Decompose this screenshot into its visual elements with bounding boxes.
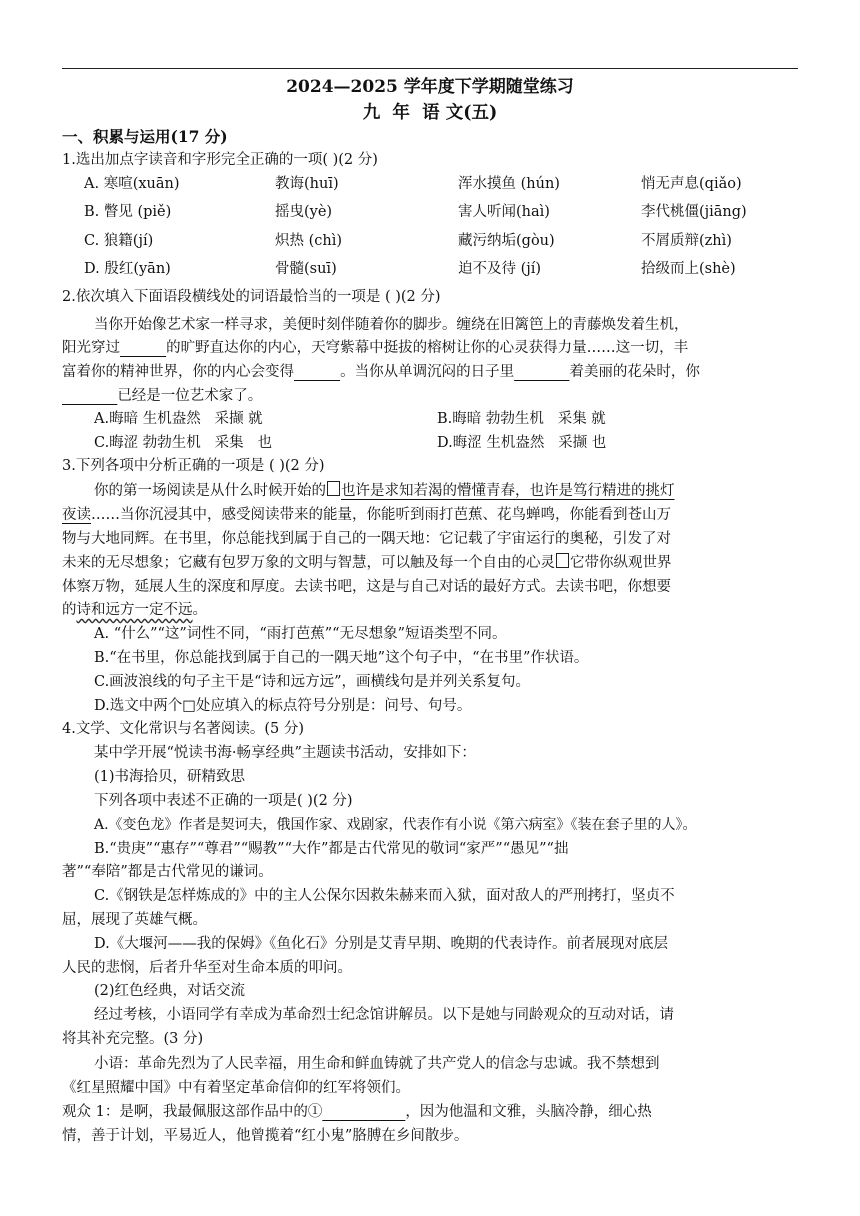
q2-text: 已经是一位艺术家了。	[117, 388, 263, 404]
q2-passage-line	[62, 386, 262, 406]
q2-text: 阳光穿过	[62, 340, 120, 356]
q3-text: 。	[192, 602, 207, 618]
q4-dialog-audience	[62, 1102, 652, 1122]
q3-passage-line	[62, 553, 672, 573]
q1-option-c-2: 炽热 (chì)	[275, 233, 343, 249]
q3-text: ……当你沉浸其中，感受阅读带来的能量，你能听到雨打芭蕉、花鸟蝉鸣，你能看到苍山万	[91, 507, 671, 523]
q4-sub2-intro: 经过考核，小语同学有幸成为革命烈士纪念馆讲解员。以下是她与同龄观众的互动对话，请	[94, 1007, 674, 1023]
page-title: 2024—2025 学年度下学期随堂练习	[286, 77, 574, 97]
q3-passage-line: 物与大地同辉。在书里，你总能找到属于自己的一隅天地：它记载了宇宙运行的奥秘，引发了对	[62, 531, 671, 547]
q1-option-b-4: 李代桃僵(jiāng)	[641, 204, 747, 220]
q1-option-c-4: 不屑质辩(zhì)	[641, 233, 732, 249]
q4-option-a: A.《变色龙》作者是契诃夫，俄国作家、戏剧家，代表作有小说《第六病室》《装在套子里的人》。	[94, 817, 697, 833]
q1-option-c-1: C. 狼籍(jí)	[84, 233, 154, 249]
q1-option-c-3: 藏污纳垢(gòu)	[458, 233, 555, 249]
q4-answer-blank-1[interactable]	[322, 1104, 405, 1120]
q3-stem: 3.下列各项中分析正确的一项是 ( )(2 分)	[62, 458, 325, 474]
q1-option-d-1: D. 殷红(yān)	[84, 261, 171, 277]
q4-text: 观众 1：是啊，我最佩服这部作品中的①	[62, 1104, 323, 1120]
q3-blank-box	[556, 553, 569, 568]
q2-blank-1	[120, 340, 166, 356]
q3-underlined-sentence: 夜读	[62, 507, 91, 523]
top-rule	[62, 68, 798, 69]
q1-option-b-1: B. 瞥见 (piě)	[84, 204, 172, 220]
q4-option-b-cont: 著”“奉陪”都是古代常见的谦词。	[62, 864, 273, 880]
q2-passage-line	[62, 338, 688, 358]
q1-option-b-2: 摇曳(yè)	[275, 204, 333, 220]
q4-dialog-xiaoyu-cont: 《红星照耀中国》中有着坚定革命信仰的红军将领们。	[62, 1080, 410, 1096]
q3-wavy-sentence: 诗和远方一定不远	[76, 602, 193, 618]
q2-blank-4	[62, 388, 117, 404]
q1-option-a-2: 教诲(huī)	[275, 176, 339, 192]
page-subtitle: 九 年 语 文(五)	[362, 103, 498, 123]
q4-text: ，因为他温和文雅，头脑冷静，细心热	[405, 1104, 652, 1120]
q2-option-c: C.晦涩 勃勃生机 采集 也	[94, 435, 272, 451]
q1-option-b-3: 害人听闻(haì)	[458, 204, 550, 220]
q4-dialog-xiaoyu: 小语：革命先烈为了人民幸福，用生命和鲜血铸就了共产党人的信念与忠诚。我不禁想到	[94, 1056, 660, 1072]
q4-intro: 某中学开展“悦读书海·畅享经典”主题读书活动，安排如下：	[94, 745, 476, 761]
q3-option-c: C.画波浪线的句子主干是“诗和远方远”，画横线句是并列关系复句。	[94, 674, 531, 690]
q2-text: 的旷野直达你的内心，天穹紫幕中挺拔的榕树让你的心灵获得力量……这一切，丰	[166, 340, 689, 356]
q2-stem: 2.依次填入下面语段横线处的词语最恰当的一项是 ( )(2 分)	[62, 289, 441, 305]
q3-text: 你的第一场阅读是从什么时候开始的	[94, 483, 326, 499]
q2-blank-2	[294, 364, 340, 380]
q3-blank-box	[327, 481, 340, 496]
q3-option-a: A. “什么”“这”词性不同，“雨打芭蕉”“无尽想象”短语类型不同。	[94, 626, 507, 642]
q1-option-d-4: 拾级而上(shè)	[641, 261, 736, 277]
q4-sub2-heading: (2)红色经典，对话交流	[94, 983, 246, 999]
q1-option-a-4: 悄无声息(qiǎo)	[641, 176, 742, 192]
q4-option-c: C.《钢铁是怎样炼成的》中的主人公保尔因救朱赫来而入狱，面对敌人的严刑拷打，坚贞不	[94, 888, 675, 904]
q2-text: 富着你的精神世界，你的内心会变得	[62, 364, 294, 380]
q3-passage-line	[94, 481, 675, 501]
q3-text: 它带你纵观世界	[570, 555, 672, 571]
q2-text: 着美丽的花朵时，你	[569, 364, 700, 380]
q1-option-d-2: 骨髓(suī)	[275, 261, 337, 277]
q3-text: 的	[62, 602, 77, 618]
q2-blank-3	[514, 364, 569, 380]
q3-option-b: B.“在书里，你总能找到属于自己的一隅天地”这个句子中，“在书里”作状语。	[94, 650, 589, 666]
q4-stem: 4.文学、文化常识与名著阅读。(5 分)	[62, 721, 304, 737]
q2-passage-line: 当你开始像艺术家一样寻求，美便时刻伴随着你的脚步。缠绕在旧篱笆上的青藤焕发着生机，	[94, 317, 689, 333]
q2-text: 。当你从单调沉闷的日子里	[340, 364, 515, 380]
q4-option-b: B.“贵庚”“惠存”“尊君”“赐教”“大作”都是古代常见的敬词“家严”“愚见”“拙	[94, 841, 569, 857]
q4-option-c-cont: 屈，展现了英雄气概。	[62, 912, 207, 928]
q3-option-d: D.选文中两个□处应填入的标点符号分别是：问号、句号。	[94, 698, 472, 714]
q4-sub2-intro-cont: 将其补充完整。(3 分)	[62, 1031, 204, 1047]
q1-stem: 1.选出加点字读音和字形完全正确的一项( )(2 分)	[62, 152, 378, 168]
q2-passage-line	[62, 362, 700, 382]
q3-text: 未来的无尽想象；它藏有包罗万象的文明与智慧，可以触及每一个自由的心灵	[62, 555, 555, 571]
q3-underlined-sentence: 也许是求知若渴的懵懂青春，也许是笃行精进的挑灯	[341, 483, 675, 499]
q2-option-b: B.晦暗 勃勃生机 采集 就	[437, 411, 606, 427]
q1-option-a-3: 浑水摸鱼 (hún)	[458, 176, 560, 192]
q2-option-a: A.晦暗 生机盎然 采撷 就	[94, 411, 263, 427]
q4-sub1-question: 下列各项中表述不正确的一项是( )(2 分)	[94, 793, 353, 809]
q1-option-a-1: A. 寒喧(xuān)	[84, 176, 180, 192]
q3-passage-line	[62, 505, 671, 525]
q3-passage-line: 体察万物，延展人生的深度和厚度。去读书吧，这是与自己对话的最好方式。去读书吧，你想要	[62, 579, 671, 595]
q3-passage-line	[62, 600, 207, 620]
q4-dialog-audience-cont: 情，善于计划，平易近人，他曾揽着“红小鬼”胳膊在乡间散步。	[62, 1128, 469, 1144]
q4-sub1-heading: (1)书海拾贝，研精致思	[94, 769, 246, 785]
q1-option-d-3: 迫不及待 (jí)	[458, 261, 542, 277]
q4-option-d-cont: 人民的悲悯，后者升华至对生命本质的叩问。	[62, 960, 352, 976]
section-heading: 一、积累与运用(17 分)	[62, 127, 228, 146]
q2-option-d: D.晦涩 生机盎然 采撷 也	[437, 435, 607, 451]
q4-option-d: D.《大堰河——我的保姆》《鱼化石》分别是艾青早期、晚期的代表诗作。前者展现对底层	[94, 936, 668, 952]
